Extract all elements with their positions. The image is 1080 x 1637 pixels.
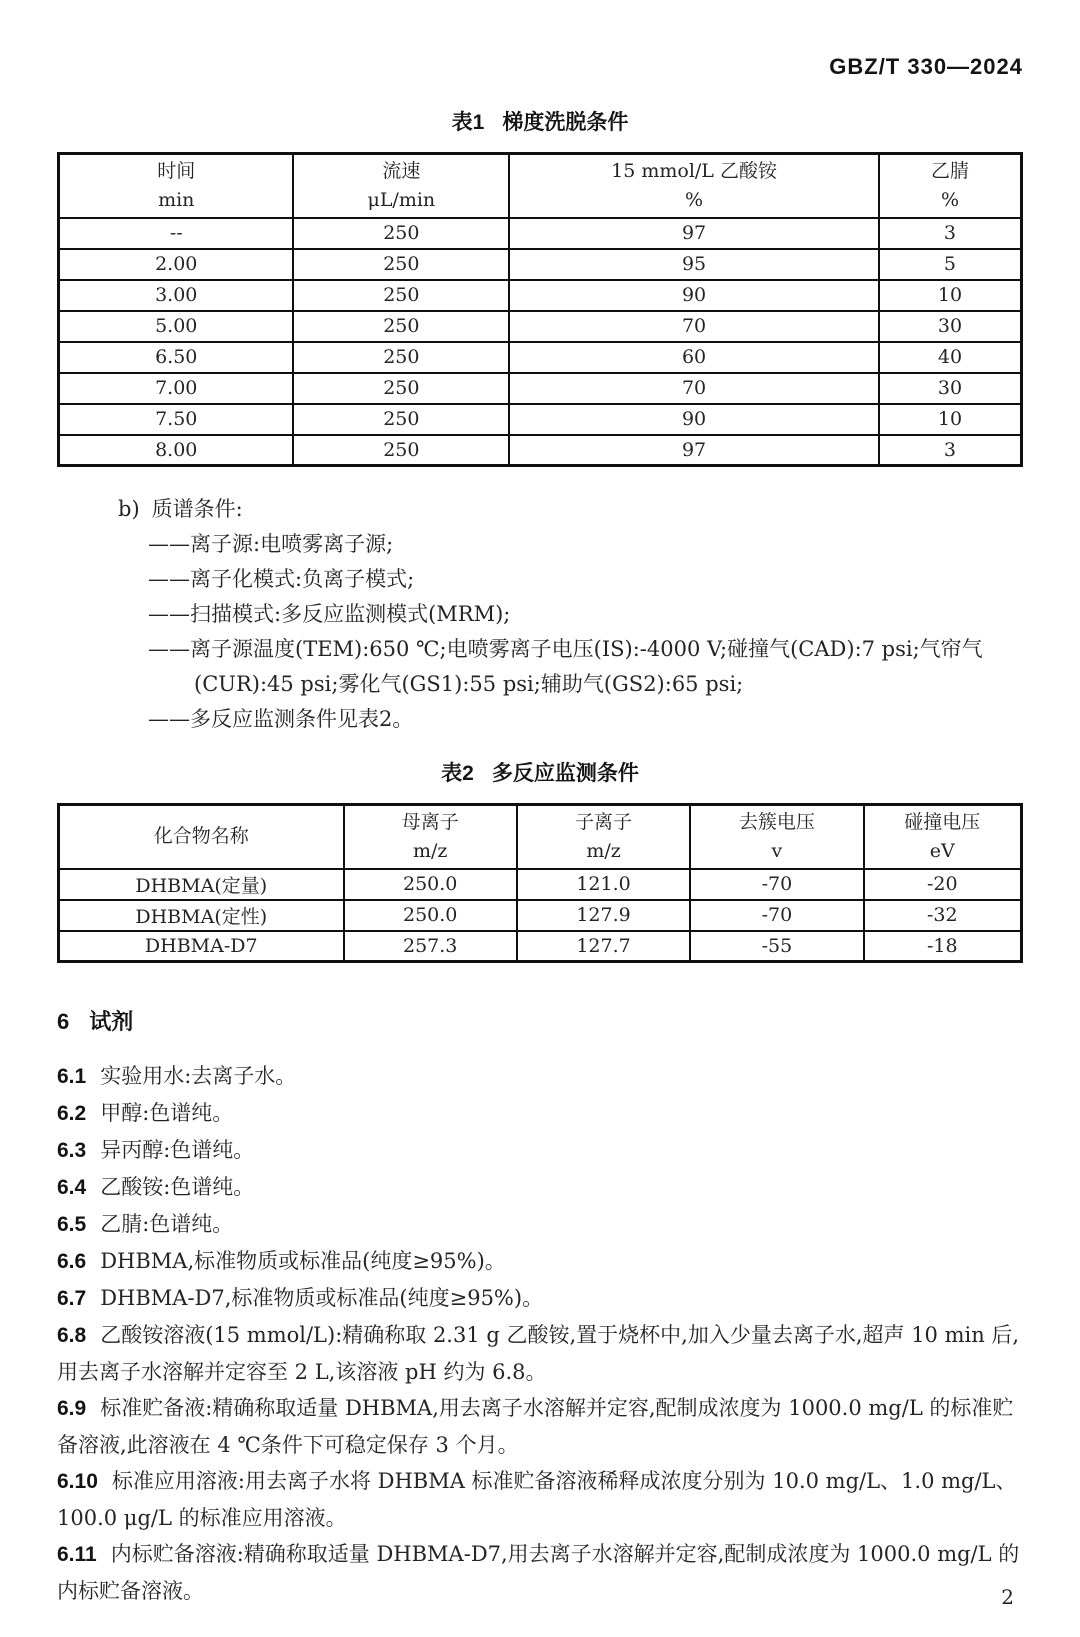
table-cell: 250 — [293, 342, 509, 373]
table-row — [59, 342, 1022, 373]
table-cell: -- — [59, 218, 294, 249]
clause-number: 6.11 — [57, 1543, 97, 1566]
table1-body — [59, 218, 1022, 466]
col-header-name: 时间 — [157, 159, 196, 182]
clause-number: 6.7 — [57, 1287, 87, 1310]
table-cell: 250 — [293, 435, 509, 466]
col-header-unit: min — [158, 188, 195, 211]
col-header-name: 母离子 — [401, 810, 459, 833]
table-cell: 70 — [509, 373, 879, 404]
ms-bullet-line: ——离子源温度(TEM):650 ℃;电喷雾离子电压(IS):-4000 V;碰撞气(CAD):7 psi;气帘气(CUR):45 psi;雾化气(GS1):55 psi;辅助气(GS2):65 psi; — [148, 637, 983, 696]
table-cell: 8.00 — [59, 435, 294, 466]
table-cell: 2.00 — [59, 249, 294, 280]
clause-number: 6.1 — [57, 1065, 87, 1088]
table-cell: 121.0 — [517, 869, 690, 900]
table1-col-header-ammonium-acetate — [509, 154, 879, 218]
table-cell: 5 — [879, 249, 1022, 280]
clause-item-6-2 — [57, 1095, 1023, 1132]
table-cell: -55 — [690, 931, 863, 962]
table-row — [59, 869, 1022, 900]
clause-item-6-3 — [57, 1132, 1023, 1169]
table-cell: 7.50 — [59, 404, 294, 435]
table1-col-header-flowrate — [293, 154, 509, 218]
clause-letter: b) — [118, 497, 140, 521]
table2-col-header-compound — [59, 805, 344, 869]
table-cell: 250 — [293, 218, 509, 249]
table-cell: 7.00 — [59, 373, 294, 404]
table-cell: 3 — [879, 218, 1022, 249]
table2-col-header-product-ion — [517, 805, 690, 869]
table-cell: 3 — [879, 435, 1022, 466]
col-header-name: 乙腈 — [930, 159, 969, 182]
clause-item-6-11 — [57, 1536, 1023, 1609]
clause-number: 6.6 — [57, 1250, 87, 1273]
table-cell: 6.50 — [59, 342, 294, 373]
table-cell: 90 — [509, 404, 879, 435]
clause-text: 异丙醇:色谱纯。 — [100, 1138, 255, 1162]
table-cell: -70 — [690, 900, 863, 931]
table-cell: 60 — [509, 342, 879, 373]
table-cell: 95 — [509, 249, 879, 280]
clause-number: 6.4 — [57, 1176, 87, 1199]
table-row — [59, 931, 1022, 962]
clause-number: 6.8 — [57, 1324, 87, 1347]
table-cell: DHBMA-D7 — [59, 931, 344, 962]
clause-text: 乙酸铵:色谱纯。 — [100, 1175, 255, 1199]
col-header-unit: eV — [929, 839, 955, 862]
table-cell: 250.0 — [344, 900, 517, 931]
table-cell: 90 — [509, 280, 879, 311]
table1-header-row — [59, 154, 1022, 218]
table-cell: 250 — [293, 280, 509, 311]
clause-text: 乙酸铵溶液(15 mmol/L):精确称取 2.31 g 乙酸铵,置于烧杯中,加入少量去离子水,超声 10 min 后,用去离子水溶解并定容至 2 L,该溶液 pH 约为 6.8。 — [57, 1323, 1020, 1384]
table1-col-header-time — [59, 154, 294, 218]
ms-conditions-bullets — [57, 527, 1023, 737]
ms-bullet-line: ——离子化模式:负离子模式; — [148, 567, 415, 591]
clause-number: 6.9 — [57, 1397, 87, 1420]
clause-text: 标准应用溶液:用去离子水将 DHBMA 标准贮备溶液稀释成浓度分别为 10.0 mg/L、1.0 mg/L、100.0 μg/L 的标准应用溶液。 — [57, 1469, 1017, 1530]
clause-text: 标准贮备液:精确称取适量 DHBMA,用去离子水溶解并定容,配制成浓度为 1000.0 mg/L 的标准贮备溶液,此溶液在 4 ℃条件下可稳定保存 3 个月。 — [57, 1396, 1014, 1457]
col-header-name: 化合物名称 — [153, 825, 249, 848]
col-header-name: 去簇电压 — [738, 810, 815, 833]
table-cell: 250 — [293, 373, 509, 404]
col-header-name: 流速 — [382, 159, 421, 182]
table-cell: 5.00 — [59, 311, 294, 342]
table-cell: 250 — [293, 311, 509, 342]
clause-item-6-9 — [57, 1390, 1023, 1463]
table-cell: 10 — [879, 404, 1022, 435]
table-cell: 127.7 — [517, 931, 690, 962]
col-header-name: 子离子 — [575, 810, 633, 833]
section-number: 6 — [57, 1009, 70, 1034]
clause-text: 乙腈:色谱纯。 — [100, 1212, 234, 1236]
table2-mrm-conditions — [57, 803, 1023, 963]
page-number: 2 — [1001, 1585, 1014, 1609]
clause-number: 6.2 — [57, 1102, 87, 1125]
table1-header — [59, 154, 1022, 218]
ms-bullet-line: ——离子源:电喷雾离子源; — [148, 532, 394, 556]
col-header-unit: % — [940, 188, 959, 211]
table1-gradient-elution — [57, 152, 1023, 467]
clause-number: 6.5 — [57, 1213, 87, 1236]
section-title: 试剂 — [89, 1009, 134, 1034]
clause-title: 质谱条件: — [151, 497, 243, 521]
table-cell: 250 — [293, 249, 509, 280]
col-header-unit: μL/min — [367, 188, 436, 211]
clause-item-6-8 — [57, 1317, 1023, 1390]
table-cell: -18 — [864, 931, 1022, 962]
clause-number: 6.10 — [57, 1470, 98, 1493]
table-cell: 127.9 — [517, 900, 690, 931]
doc-number: GBZ/T 330—2024 — [829, 54, 1023, 79]
table-cell: 250.0 — [344, 869, 517, 900]
table-cell: DHBMA(定量) — [59, 869, 344, 900]
table-cell: -32 — [864, 900, 1022, 931]
table-cell: 30 — [879, 373, 1022, 404]
table-row — [59, 373, 1022, 404]
table2-title-label: 表2 — [441, 762, 474, 785]
table-row — [59, 249, 1022, 280]
table-row — [59, 280, 1022, 311]
table2-col-header-precursor-ion — [344, 805, 517, 869]
clause-text: DHBMA-D7,标准物质或标准品(纯度≥95%)。 — [100, 1286, 544, 1310]
section6-items — [57, 1058, 1023, 1609]
clause-item-6-1 — [57, 1058, 1023, 1095]
table2-col-header-declustering-potential — [690, 805, 863, 869]
clause-item-6-4 — [57, 1169, 1023, 1206]
table-cell: DHBMA(定性) — [59, 900, 344, 931]
table-cell: 3.00 — [59, 280, 294, 311]
table2-title-text: 多反应监测条件 — [491, 762, 639, 785]
table1-title — [57, 106, 1023, 136]
table-cell: 257.3 — [344, 931, 517, 962]
table-cell: -70 — [690, 869, 863, 900]
clause-text: 实验用水:去离子水。 — [100, 1064, 297, 1088]
col-header-unit: m/z — [586, 839, 621, 862]
table-cell: -20 — [864, 869, 1022, 900]
clause-item-6-6 — [57, 1243, 1023, 1280]
table2-header — [59, 805, 1022, 869]
table-row — [59, 404, 1022, 435]
col-header-name: 碰撞电压 — [904, 810, 981, 833]
ms-conditions-block — [57, 491, 1023, 737]
table2-body — [59, 869, 1022, 962]
table-row — [59, 435, 1022, 466]
table-row — [59, 900, 1022, 931]
table1-title-label: 表1 — [451, 111, 485, 134]
ms-bullet-line: ——扫描模式:多反应监测模式(MRM); — [148, 602, 511, 626]
table-cell: 97 — [509, 218, 879, 249]
table-cell: 40 — [879, 342, 1022, 373]
ms-bullet-line: ——多反应监测条件见表2。 — [148, 707, 414, 731]
table-cell: 250 — [293, 404, 509, 435]
clause-text: 内标贮备溶液:精确称取适量 DHBMA-D7,用去离子水溶解并定容,配制成浓度为 1000.0 mg/L 的内标贮备溶液。 — [57, 1542, 1020, 1603]
col-header-unit: % — [685, 188, 704, 211]
col-header-unit: v — [771, 839, 783, 862]
col-header-name: 15 mmol/L 乙酸铵 — [611, 159, 777, 182]
clause-item-6-5 — [57, 1206, 1023, 1243]
table-row — [59, 218, 1022, 249]
table1-title-text: 梯度洗脱条件 — [502, 111, 629, 134]
section6-heading — [57, 1005, 1023, 1036]
ms-conditions-label — [118, 491, 1023, 527]
table2-col-header-collision-energy — [864, 805, 1022, 869]
table-cell: 97 — [509, 435, 879, 466]
table1-col-header-acetonitrile — [879, 154, 1022, 218]
table-row — [59, 311, 1022, 342]
table2-header-row — [59, 805, 1022, 869]
table2-title — [57, 757, 1023, 787]
clause-text: 甲醇:色谱纯。 — [100, 1101, 234, 1125]
clause-item-6-7 — [57, 1280, 1023, 1317]
col-header-unit: m/z — [412, 839, 448, 862]
table-cell: 70 — [509, 311, 879, 342]
table-cell: 10 — [879, 280, 1022, 311]
clause-item-6-10 — [57, 1463, 1023, 1536]
table-cell: 30 — [879, 311, 1022, 342]
clause-number: 6.3 — [57, 1139, 87, 1162]
clause-text: DHBMA,标准物质或标准品(纯度≥95%)。 — [100, 1249, 506, 1273]
